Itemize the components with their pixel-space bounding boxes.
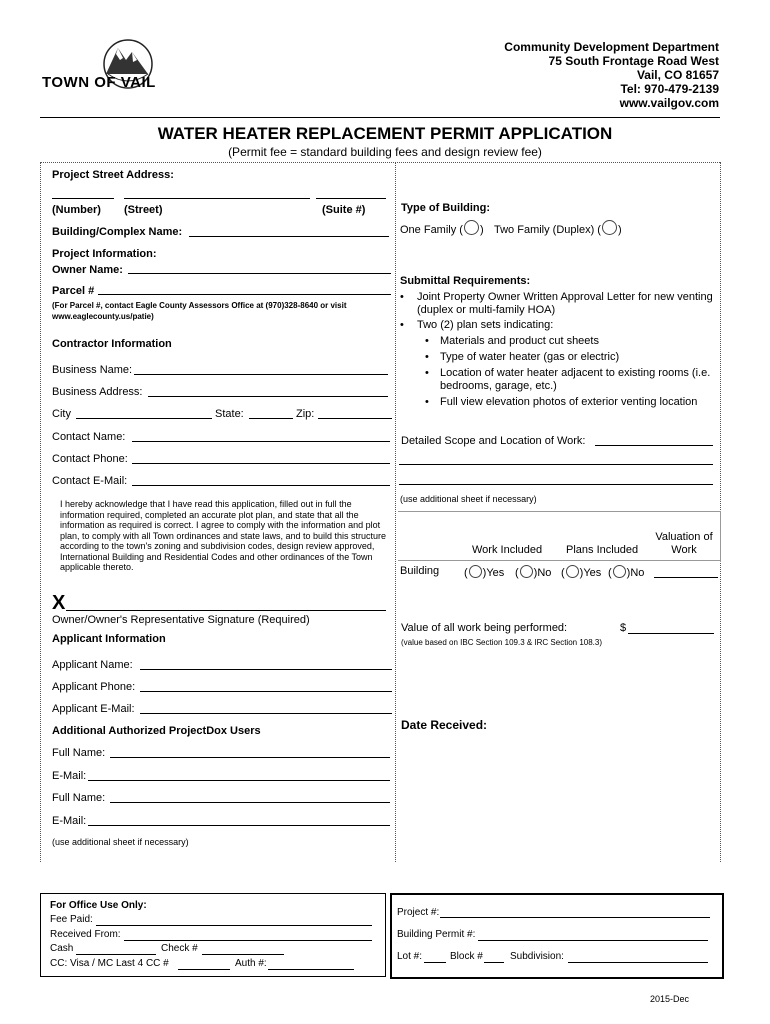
- full-name-1-field[interactable]: [110, 757, 390, 758]
- plans-yes-radio[interactable]: [566, 565, 579, 578]
- building-row-label: Building: [400, 565, 440, 577]
- applicant-name-label: Applicant Name:: [52, 659, 133, 671]
- one-family-close: ): [479, 224, 484, 236]
- contact-name-label: Contact Name:: [52, 431, 126, 443]
- date-received-label: Date Received:: [401, 718, 488, 732]
- full-name-2-label: Full Name:: [52, 792, 106, 804]
- acknowledgement-text: I hereby acknowledge that I have read this application, filled out in full the information required, completed an accurate plot plan, and state that all the information as required is correct. I agree to comply with the information and plot plan, to comply with all Town ordinances and state laws, and to build this structure according to the town's zoning and subdivision codes, design review approved, International Building and Residential Codes and other ordinances of the Town applicable thereto.: [60, 499, 387, 572]
- value-all-field[interactable]: [628, 633, 714, 634]
- lot-label: Lot #:: [397, 951, 423, 962]
- owner-name-label: Owner Name:: [52, 264, 123, 276]
- bullet-icon: •: [425, 335, 429, 347]
- project-number-label: Project #:: [397, 907, 440, 918]
- column-divider: [395, 162, 396, 862]
- telephone: Tel: 970-479-2139: [620, 82, 719, 96]
- plans-yes-option[interactable]: ( )Yes: [561, 567, 602, 579]
- req-item: Two (2) plan sets indicating:: [417, 319, 554, 331]
- lot-field[interactable]: [424, 962, 446, 963]
- additional-users-heading: Additional Authorized ProjectDox Users: [52, 725, 261, 737]
- header-divider: [40, 117, 720, 118]
- submittal-heading: Submittal Requirements:: [400, 275, 531, 287]
- contact-name-field[interactable]: [132, 441, 390, 442]
- one-family-label: One Family (: [400, 224, 463, 236]
- applicant-name-field[interactable]: [140, 669, 392, 670]
- website-link[interactable]: www.vailgov.com: [619, 96, 719, 110]
- applicant-email-field[interactable]: [140, 713, 392, 714]
- applicant-email-label: Applicant E-Mail:: [52, 703, 135, 715]
- dept-name: Community Development Department: [504, 40, 719, 54]
- work-yes-radio[interactable]: [469, 565, 482, 578]
- contractor-info-heading: Contractor Information: [52, 338, 172, 350]
- plans-yes-label: Yes: [583, 567, 602, 579]
- type-of-building-label: Type of Building:: [401, 202, 491, 214]
- bullet-icon: •: [425, 351, 429, 363]
- town-logo: [40, 30, 170, 100]
- city-state: Vail, CO 81657: [636, 68, 719, 82]
- work-yes-label: Yes: [486, 567, 505, 579]
- fee-paid-field[interactable]: [96, 925, 372, 926]
- parcel-field[interactable]: [98, 294, 391, 295]
- subdivision-label: Subdivision:: [510, 951, 564, 962]
- business-address-label: Business Address:: [52, 386, 143, 398]
- bullet-icon: •: [400, 291, 404, 303]
- zip-field[interactable]: [318, 418, 392, 419]
- auth-field[interactable]: [268, 969, 354, 970]
- plans-included-header: Plans Included: [566, 544, 639, 556]
- applicant-info-heading: Applicant Information: [52, 633, 166, 645]
- page-subtitle: (Permit fee = standard building fees and design review fee): [228, 145, 542, 159]
- project-street-label: Project Street Address:: [52, 169, 174, 181]
- scope-field-2[interactable]: [399, 464, 713, 465]
- logo-text: TOWN OF VAIL: [42, 74, 156, 91]
- sub-req-item: Full view elevation photos of exterior venting location: [440, 396, 698, 408]
- fee-paid-label: Fee Paid:: [50, 914, 93, 925]
- work-no-radio[interactable]: [520, 565, 533, 578]
- street-number-field[interactable]: [52, 198, 114, 199]
- building-permit-label: Building Permit #:: [397, 929, 476, 940]
- email-2-field[interactable]: [88, 825, 390, 826]
- work-yes-option[interactable]: ( )Yes: [464, 567, 505, 579]
- one-family-option[interactable]: [400, 220, 484, 236]
- email-1-field[interactable]: [88, 780, 390, 781]
- block-label: Block #: [450, 951, 483, 962]
- work-no-option[interactable]: ( )No: [515, 567, 552, 579]
- received-from-label: Received From:: [50, 929, 121, 940]
- plans-no-label: No: [630, 567, 645, 579]
- req-item: Joint Property Owner Written Approval Letter for new venting (duplex or multi-family HOA): [417, 291, 713, 316]
- header-address-block: [504, 40, 719, 110]
- full-name-1-label: Full Name:: [52, 747, 106, 759]
- use-additional-left: (use additional sheet if necessary): [52, 837, 189, 847]
- sub-req-item: Location of water heater adjacent to existing rooms (i.e. bedrooms, garage, etc.): [440, 367, 711, 392]
- signature-label: Owner/Owner's Representative Signature (Required): [52, 614, 310, 626]
- sub-req-item: Type of water heater (gas or electric): [440, 351, 620, 363]
- contact-email-label: Contact E-Mail:: [52, 475, 128, 487]
- contact-phone-field[interactable]: [132, 463, 390, 464]
- suite-label: (Suite #): [322, 204, 366, 216]
- work-no-label: No: [537, 567, 552, 579]
- valuation-header: Valuation of Work: [655, 531, 713, 556]
- business-name-field[interactable]: [134, 374, 388, 375]
- subdivision-field[interactable]: [568, 962, 708, 963]
- work-row-divider: [398, 560, 720, 561]
- applicant-phone-label: Applicant Phone:: [52, 681, 136, 693]
- parcel-note: (For Parcel #, contact Eagle County Assessors Office at (970)328-8640 or visit www.eaglecounty.us/patie): [52, 301, 347, 321]
- building-permit-field[interactable]: [478, 940, 708, 941]
- page-title: WATER HEATER REPLACEMENT PERMIT APPLICATION: [157, 124, 613, 143]
- city-label: City: [52, 408, 71, 420]
- sub-req-item: Materials and product cut sheets: [440, 335, 599, 347]
- check-label: Check #: [161, 943, 198, 954]
- state-label: State:: [215, 408, 244, 420]
- auth-label: Auth #:: [235, 958, 267, 969]
- project-info-label: Project Information:: [52, 248, 157, 260]
- street-address: 75 South Frontage Road West: [548, 54, 719, 68]
- work-included-header: Work Included: [472, 544, 543, 556]
- bullet-icon: •: [400, 319, 404, 331]
- street-name-field[interactable]: [124, 198, 310, 199]
- office-use-title: For Office Use Only:: [50, 900, 147, 911]
- cash-label: Cash: [50, 943, 74, 954]
- full-name-2-field[interactable]: [110, 802, 390, 803]
- signature-x: X: [52, 592, 66, 614]
- signature-field[interactable]: [66, 610, 386, 611]
- bullet-icon: •: [425, 367, 429, 379]
- plans-no-option[interactable]: ( )No: [608, 567, 645, 579]
- two-family-radio[interactable]: [602, 220, 617, 235]
- suite-field[interactable]: [316, 198, 386, 199]
- email-2-label: E-Mail:: [52, 815, 87, 827]
- business-name-label: Business Name:: [52, 364, 133, 376]
- city-field[interactable]: [76, 418, 212, 419]
- form-frame-left: [40, 162, 41, 862]
- one-family-radio[interactable]: [464, 220, 479, 235]
- scope-field-1[interactable]: [595, 445, 713, 446]
- state-field[interactable]: [249, 418, 293, 419]
- business-address-field[interactable]: [148, 396, 388, 397]
- building-complex-label: Building/Complex Name:: [52, 226, 183, 238]
- value-note: (value based on IBC Section 109.3 & IRC Section 108.3): [401, 638, 603, 647]
- applicant-phone-field[interactable]: [140, 691, 392, 692]
- scope-field-3[interactable]: [399, 484, 713, 485]
- scope-label: Detailed Scope and Location of Work:: [401, 435, 586, 447]
- two-family-close: ): [617, 224, 622, 236]
- email-1-label: E-Mail:: [52, 770, 87, 782]
- owner-name-field[interactable]: [128, 273, 391, 274]
- cc-label: CC: Visa / MC Last 4 CC #: [50, 958, 169, 969]
- use-additional-right: (use additional sheet if necessary): [400, 494, 537, 504]
- cash-field[interactable]: [76, 954, 156, 955]
- two-family-option[interactable]: [494, 220, 622, 236]
- street-label: (Street): [124, 204, 163, 216]
- check-field[interactable]: [202, 954, 284, 955]
- two-family-label: Two Family (Duplex) (: [494, 224, 601, 236]
- project-number-field[interactable]: [440, 917, 710, 918]
- cc-field[interactable]: [178, 969, 230, 970]
- contact-email-field[interactable]: [132, 485, 390, 486]
- dollar-sign: $: [620, 622, 627, 634]
- zip-label: Zip:: [296, 408, 315, 420]
- bullet-icon: •: [425, 396, 429, 408]
- block-field[interactable]: [484, 962, 504, 963]
- value-all-label: Value of all work being performed:: [401, 622, 568, 634]
- form-version: 2015-Dec: [650, 994, 690, 1004]
- received-from-field[interactable]: [124, 940, 372, 941]
- valuation-field[interactable]: [654, 577, 718, 578]
- contact-phone-label: Contact Phone:: [52, 453, 128, 465]
- number-label: (Number): [52, 204, 101, 216]
- plans-no-radio[interactable]: [613, 565, 626, 578]
- building-complex-field[interactable]: [189, 236, 389, 237]
- parcel-label: Parcel #: [52, 285, 95, 297]
